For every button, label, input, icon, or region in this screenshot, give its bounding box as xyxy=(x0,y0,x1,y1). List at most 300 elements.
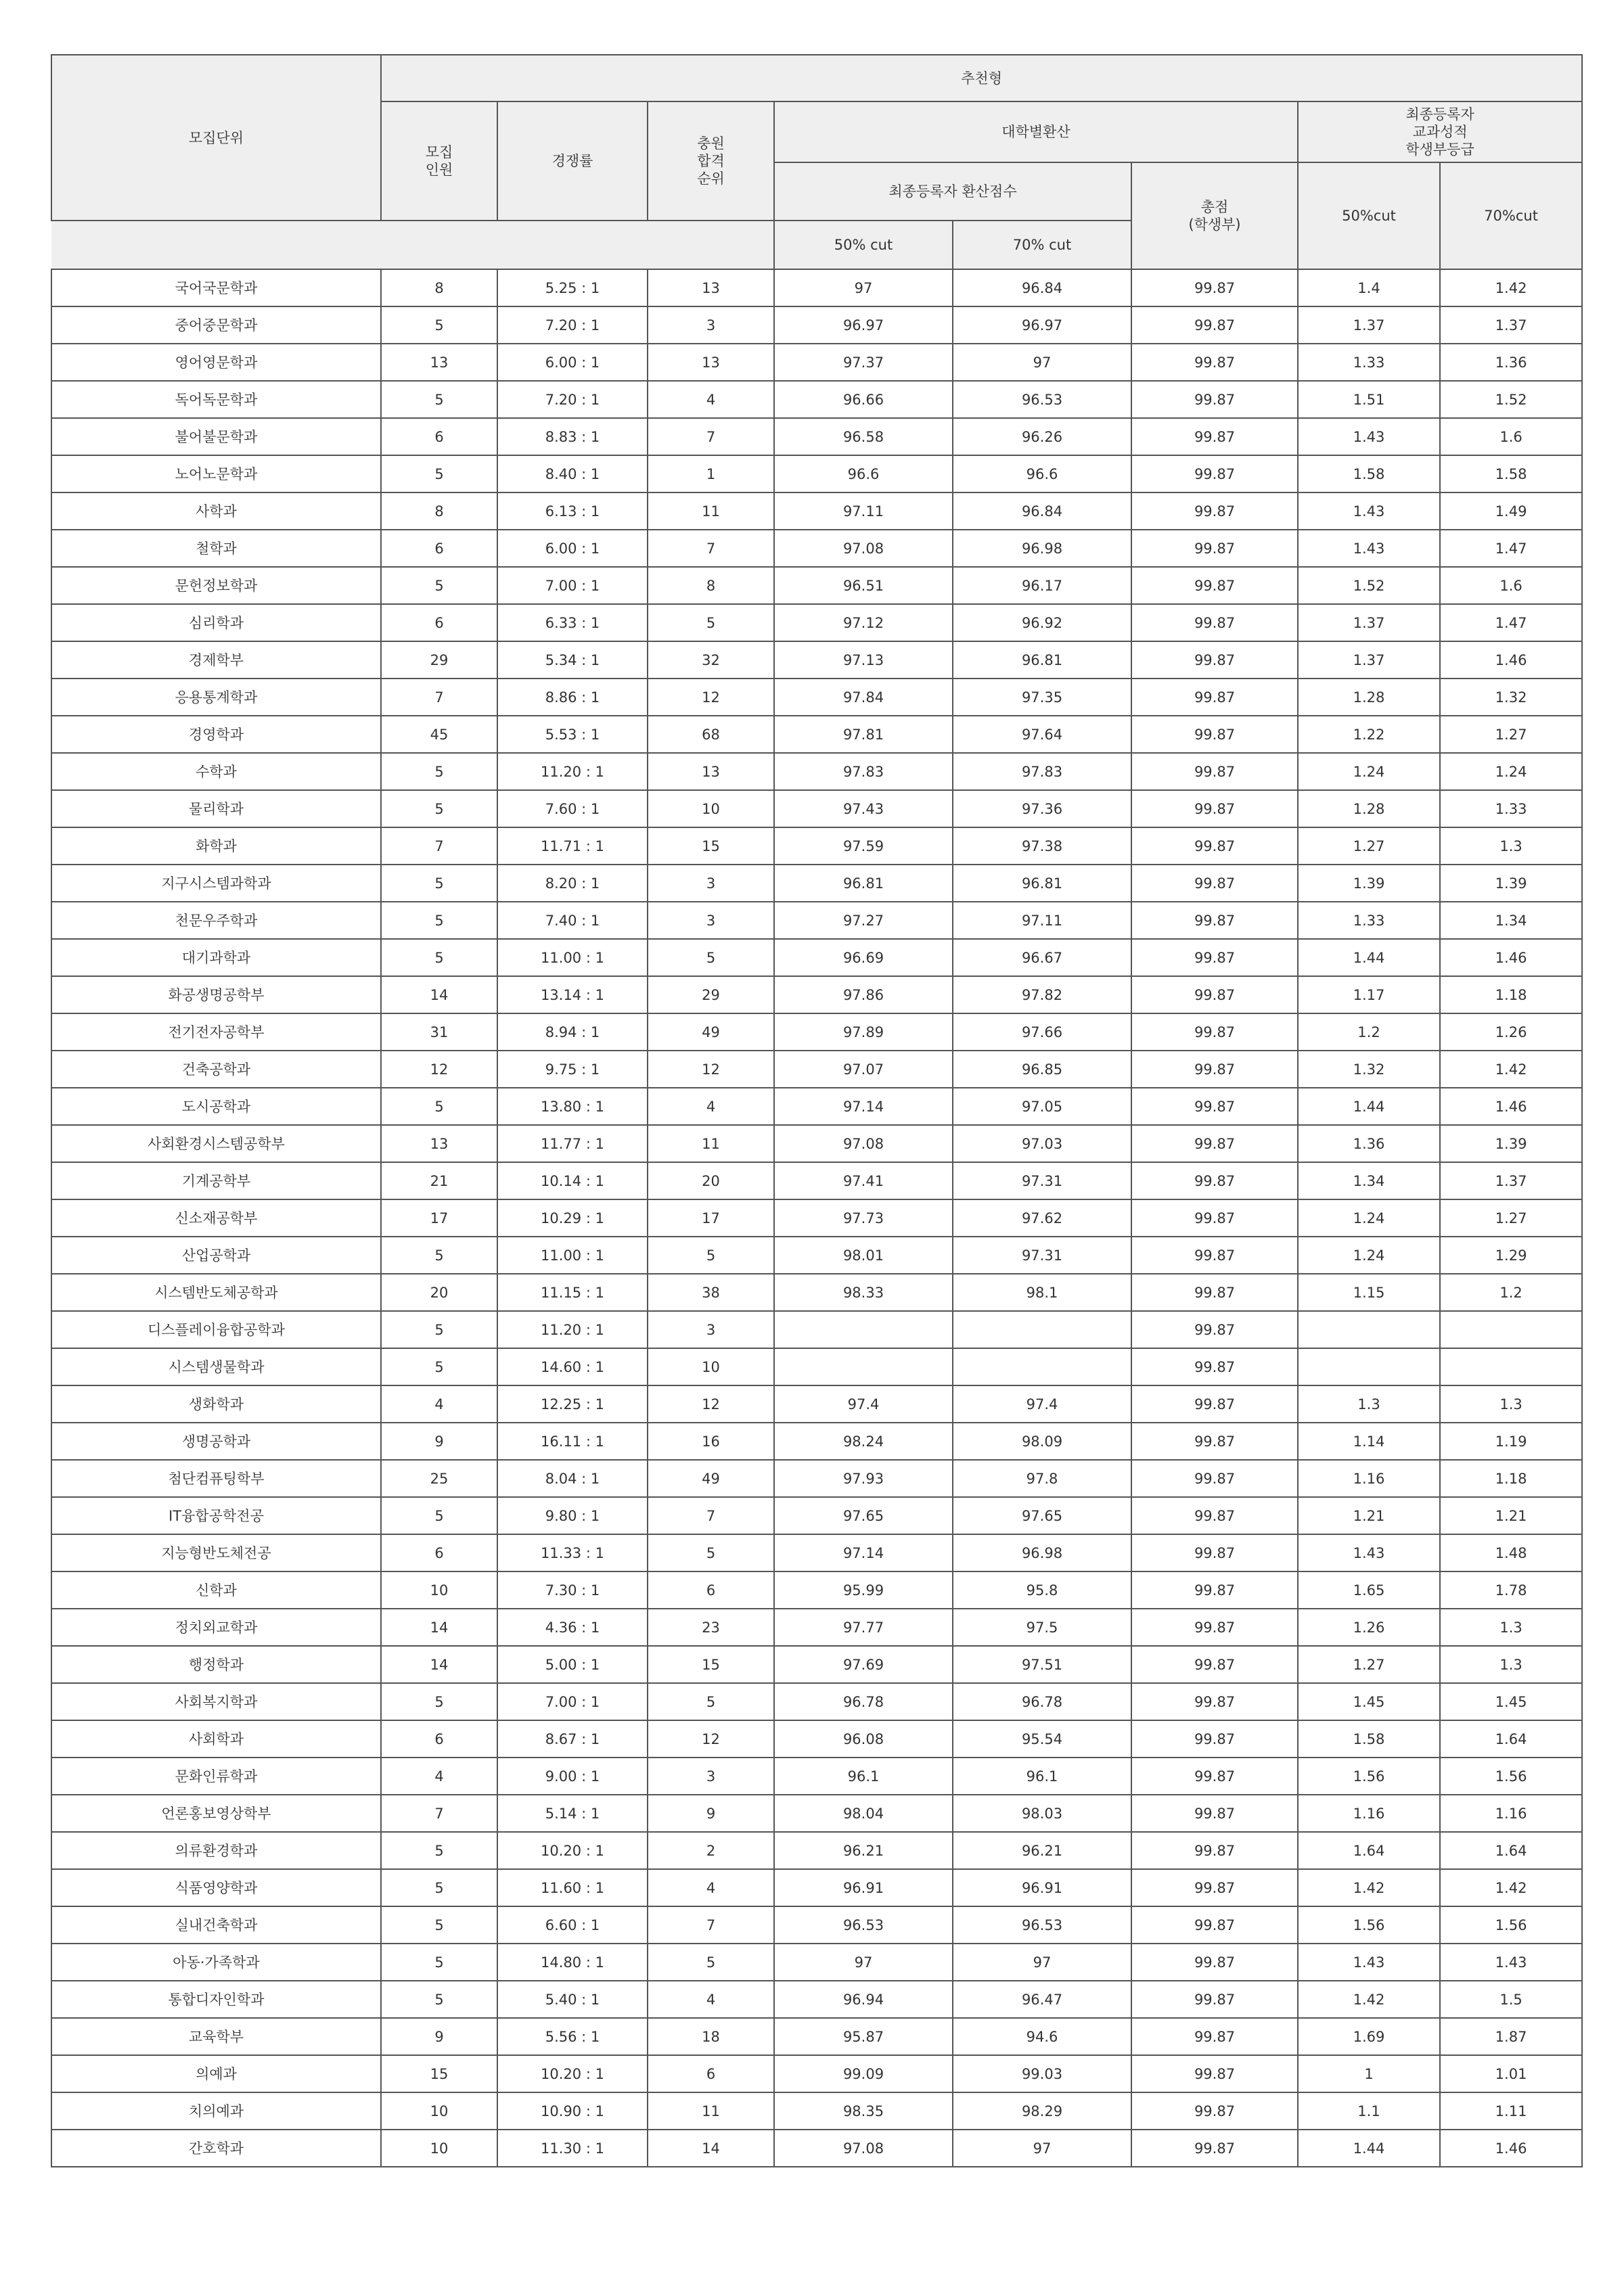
cell-grade50: 1.27 xyxy=(1298,827,1440,865)
cell-waitlist: 3 xyxy=(648,902,774,939)
cell-cut70: 96.98 xyxy=(953,530,1131,567)
cell-total: 99.87 xyxy=(1131,865,1298,902)
cell-competition: 11.00 : 1 xyxy=(497,939,648,976)
cell-waitlist: 7 xyxy=(648,1906,774,1944)
cell-grade70: 1.26 xyxy=(1440,1013,1582,1051)
cell-competition: 8.40 : 1 xyxy=(497,455,648,492)
cell-cut70: 96.1 xyxy=(953,1758,1131,1795)
cell-competition: 8.67 : 1 xyxy=(497,1720,648,1758)
cell-total: 99.87 xyxy=(1131,1497,1298,1534)
cell-grade70: 1.48 xyxy=(1440,1534,1582,1571)
cell-total: 99.87 xyxy=(1131,827,1298,865)
cell-quota: 29 xyxy=(381,641,497,679)
cell-grade70: 1.52 xyxy=(1440,381,1582,418)
cell-grade70: 1.64 xyxy=(1440,1720,1582,1758)
cell-total: 99.87 xyxy=(1131,381,1298,418)
cell-competition: 10.20 : 1 xyxy=(497,2055,648,2092)
cell-total: 99.87 xyxy=(1131,1423,1298,1460)
cell-unit: 문화인류학과 xyxy=(51,1758,381,1795)
cell-cut70: 98.03 xyxy=(953,1795,1131,1832)
cell-cut50: 96.21 xyxy=(774,1832,953,1869)
cell-competition: 7.00 : 1 xyxy=(497,1683,648,1720)
cell-total: 99.87 xyxy=(1131,1125,1298,1162)
cell-cut50: 97.73 xyxy=(774,1199,953,1237)
table-row xyxy=(51,455,1582,492)
cell-waitlist: 13 xyxy=(648,344,774,381)
cell-quota: 17 xyxy=(381,1199,497,1237)
cell-total: 99.87 xyxy=(1131,1199,1298,1237)
cell-unit: 노어노문학과 xyxy=(51,455,381,492)
table-row xyxy=(51,492,1582,530)
cell-quota: 5 xyxy=(381,1981,497,2018)
cell-cut50: 97.59 xyxy=(774,827,953,865)
cell-quota: 5 xyxy=(381,939,497,976)
cell-cut70: 97 xyxy=(953,1944,1131,1981)
cell-cut70: 97.65 xyxy=(953,1497,1131,1534)
cell-grade70: 1.64 xyxy=(1440,1832,1582,1869)
cell-waitlist: 3 xyxy=(648,306,774,344)
cell-waitlist: 4 xyxy=(648,1088,774,1125)
cell-total: 99.87 xyxy=(1131,455,1298,492)
cell-unit: 신소재공학부 xyxy=(51,1199,381,1237)
cell-unit: 화학과 xyxy=(51,827,381,865)
cell-quota: 20 xyxy=(381,1274,497,1311)
cell-competition: 8.86 : 1 xyxy=(497,679,648,716)
cell-cut70: 97 xyxy=(953,2130,1131,2167)
cell-grade50: 1.43 xyxy=(1298,1534,1440,1571)
cell-cut70: 97.35 xyxy=(953,679,1131,716)
table-row xyxy=(51,269,1582,306)
cell-cut50: 96.58 xyxy=(774,418,953,455)
cell-grade70: 1.58 xyxy=(1440,455,1582,492)
cell-quota: 6 xyxy=(381,604,497,641)
cell-cut70 xyxy=(953,1311,1131,1348)
cell-cut50: 95.99 xyxy=(774,1571,953,1609)
cell-cut70: 97.64 xyxy=(953,716,1131,753)
cell-unit: 건축공학과 xyxy=(51,1051,381,1088)
cell-waitlist: 9 xyxy=(648,1795,774,1832)
cell-grade50: 1.24 xyxy=(1298,753,1440,790)
cell-waitlist: 23 xyxy=(648,1609,774,1646)
cell-competition: 5.53 : 1 xyxy=(497,716,648,753)
cell-cut50: 96.66 xyxy=(774,381,953,418)
cell-unit: 통합디자인학과 xyxy=(51,1981,381,2018)
cell-cut50: 97.14 xyxy=(774,1534,953,1571)
table-row xyxy=(51,1646,1582,1683)
table-row xyxy=(51,1720,1582,1758)
cell-total: 99.87 xyxy=(1131,2018,1298,2055)
cell-unit: 응용통계학과 xyxy=(51,679,381,716)
cell-cut50: 97.37 xyxy=(774,344,953,381)
cell-unit: 기계공학부 xyxy=(51,1162,381,1199)
cell-waitlist: 7 xyxy=(648,530,774,567)
cell-total: 99.87 xyxy=(1131,1906,1298,1944)
cell-grade70: 1.3 xyxy=(1440,827,1582,865)
cell-unit: 교육학부 xyxy=(51,2018,381,2055)
cell-cut70: 96.81 xyxy=(953,865,1131,902)
cell-waitlist: 11 xyxy=(648,1125,774,1162)
cell-quota: 5 xyxy=(381,1683,497,1720)
cell-total: 99.87 xyxy=(1131,269,1298,306)
cell-cut50: 96.91 xyxy=(774,1869,953,1906)
cell-quota: 14 xyxy=(381,1646,497,1683)
cell-grade50: 1.34 xyxy=(1298,1162,1440,1199)
cell-unit: 의류환경학과 xyxy=(51,1832,381,1869)
cell-total: 99.87 xyxy=(1131,1460,1298,1497)
cell-competition: 11.20 : 1 xyxy=(497,753,648,790)
cell-unit: 정치외교학과 xyxy=(51,1609,381,1646)
header-cut-50: 50% cut xyxy=(774,221,953,269)
cell-waitlist: 4 xyxy=(648,381,774,418)
cell-unit: 경영학과 xyxy=(51,716,381,753)
cell-grade50: 1.65 xyxy=(1298,1571,1440,1609)
cell-competition: 11.33 : 1 xyxy=(497,1534,648,1571)
cell-total: 99.87 xyxy=(1131,1237,1298,1274)
table-row xyxy=(51,827,1582,865)
table-row xyxy=(51,2092,1582,2130)
cell-grade70: 1.45 xyxy=(1440,1683,1582,1720)
cell-grade70: 1.32 xyxy=(1440,679,1582,716)
cell-cut70: 97.51 xyxy=(953,1646,1131,1683)
cell-grade70: 1.42 xyxy=(1440,269,1582,306)
cell-total: 99.87 xyxy=(1131,641,1298,679)
cell-cut70: 96.47 xyxy=(953,1981,1131,2018)
cell-grade70: 1.47 xyxy=(1440,530,1582,567)
cell-waitlist: 12 xyxy=(648,1051,774,1088)
cell-cut70: 97.31 xyxy=(953,1162,1131,1199)
cell-competition: 8.83 : 1 xyxy=(497,418,648,455)
cell-grade70: 1.11 xyxy=(1440,2092,1582,2130)
table-row xyxy=(51,2130,1582,2167)
header-competition: 경쟁률 xyxy=(497,101,648,221)
cell-cut70: 98.09 xyxy=(953,1423,1131,1460)
table-row xyxy=(51,753,1582,790)
cell-unit: 불어불문학과 xyxy=(51,418,381,455)
cell-grade50 xyxy=(1298,1311,1440,1348)
table-row xyxy=(51,1460,1582,1497)
table-row xyxy=(51,1199,1582,1237)
table-row xyxy=(51,1534,1582,1571)
header-quota: 모집 인원 xyxy=(381,101,497,221)
cell-grade70: 1.01 xyxy=(1440,2055,1582,2092)
cell-cut70: 96.98 xyxy=(953,1534,1131,1571)
cell-grade70: 1.39 xyxy=(1440,865,1582,902)
cell-total: 99.87 xyxy=(1131,1274,1298,1311)
cell-grade50: 1.28 xyxy=(1298,679,1440,716)
cell-cut50: 97.27 xyxy=(774,902,953,939)
cell-quota: 6 xyxy=(381,418,497,455)
cell-unit: 식품영양학과 xyxy=(51,1869,381,1906)
cell-unit: 철학과 xyxy=(51,530,381,567)
cell-waitlist: 15 xyxy=(648,827,774,865)
cell-cut70: 99.03 xyxy=(953,2055,1131,2092)
cell-cut70: 97.38 xyxy=(953,827,1131,865)
cell-cut50: 95.87 xyxy=(774,2018,953,2055)
cell-grade70: 1.34 xyxy=(1440,902,1582,939)
cell-grade70: 1.42 xyxy=(1440,1051,1582,1088)
cell-cut70: 98.29 xyxy=(953,2092,1131,2130)
cell-grade70: 1.46 xyxy=(1440,2130,1582,2167)
cell-competition: 10.29 : 1 xyxy=(497,1199,648,1237)
header-cut-70: 70% cut xyxy=(953,221,1131,269)
cell-cut70: 96.92 xyxy=(953,604,1131,641)
cell-competition: 12.25 : 1 xyxy=(497,1385,648,1423)
cell-cut50: 97.08 xyxy=(774,2130,953,2167)
cell-total: 99.87 xyxy=(1131,492,1298,530)
cell-competition: 9.00 : 1 xyxy=(497,1758,648,1795)
header-spacer xyxy=(648,221,774,269)
cell-grade50 xyxy=(1298,1348,1440,1385)
table-row xyxy=(51,1609,1582,1646)
cell-unit: 도시공학과 xyxy=(51,1088,381,1125)
cell-grade70: 1.49 xyxy=(1440,492,1582,530)
cell-grade70: 1.27 xyxy=(1440,1199,1582,1237)
cell-unit: 디스플레이융합공학과 xyxy=(51,1311,381,1348)
cell-cut50: 97.13 xyxy=(774,641,953,679)
cell-total: 99.87 xyxy=(1131,567,1298,604)
cell-cut70: 96.53 xyxy=(953,381,1131,418)
cell-quota: 5 xyxy=(381,1869,497,1906)
table-row xyxy=(51,1944,1582,1981)
table-row xyxy=(51,306,1582,344)
cell-total: 99.87 xyxy=(1131,344,1298,381)
cell-cut70: 97.05 xyxy=(953,1088,1131,1125)
cell-waitlist: 12 xyxy=(648,1720,774,1758)
cell-cut50: 97 xyxy=(774,269,953,306)
cell-unit: 간호학과 xyxy=(51,2130,381,2167)
table-row xyxy=(51,939,1582,976)
cell-grade50: 1.43 xyxy=(1298,530,1440,567)
cell-quota: 6 xyxy=(381,530,497,567)
cell-competition: 5.25 : 1 xyxy=(497,269,648,306)
cell-grade50: 1.43 xyxy=(1298,1944,1440,1981)
header-spacer xyxy=(51,221,381,269)
cell-grade50: 1.26 xyxy=(1298,1609,1440,1646)
table-row xyxy=(51,1683,1582,1720)
cell-grade70: 1.37 xyxy=(1440,306,1582,344)
cell-unit: 물리학과 xyxy=(51,790,381,827)
cell-quota: 7 xyxy=(381,827,497,865)
cell-competition: 11.30 : 1 xyxy=(497,2130,648,2167)
cell-competition: 13.80 : 1 xyxy=(497,1088,648,1125)
cell-grade70: 1.29 xyxy=(1440,1237,1582,1274)
cell-grade70: 1.19 xyxy=(1440,1423,1582,1460)
cell-quota: 5 xyxy=(381,753,497,790)
cell-quota: 7 xyxy=(381,679,497,716)
cell-competition: 11.71 : 1 xyxy=(497,827,648,865)
cell-cut70: 96.84 xyxy=(953,269,1131,306)
cell-grade70 xyxy=(1440,1311,1582,1348)
cell-grade50: 1.64 xyxy=(1298,1832,1440,1869)
cell-waitlist: 17 xyxy=(648,1199,774,1237)
cell-grade50: 1.37 xyxy=(1298,604,1440,641)
cell-quota: 4 xyxy=(381,1758,497,1795)
cell-grade50: 1 xyxy=(1298,2055,1440,2092)
cell-waitlist: 29 xyxy=(648,976,774,1013)
cell-grade70: 1.47 xyxy=(1440,604,1582,641)
cell-cut70: 95.8 xyxy=(953,1571,1131,1609)
cell-cut70: 97.82 xyxy=(953,976,1131,1013)
table-row xyxy=(51,1423,1582,1460)
table-body xyxy=(51,269,1582,2167)
cell-grade50: 1.1 xyxy=(1298,2092,1440,2130)
cell-grade50: 1.33 xyxy=(1298,344,1440,381)
cell-cut50: 96.6 xyxy=(774,455,953,492)
table-row xyxy=(51,1385,1582,1423)
cell-unit: 국어국문학과 xyxy=(51,269,381,306)
cell-competition: 14.60 : 1 xyxy=(497,1348,648,1385)
cell-unit: 치의예과 xyxy=(51,2092,381,2130)
cell-competition: 16.11 : 1 xyxy=(497,1423,648,1460)
cell-unit: 행정학과 xyxy=(51,1646,381,1683)
cell-cut50: 97.89 xyxy=(774,1013,953,1051)
header-grade-group: 최종등록자 교과성적 학생부등급 xyxy=(1298,101,1582,162)
cell-competition: 5.56 : 1 xyxy=(497,2018,648,2055)
cell-quota: 31 xyxy=(381,1013,497,1051)
cell-cut70 xyxy=(953,1348,1131,1385)
cell-quota: 5 xyxy=(381,790,497,827)
cell-grade50: 1.3 xyxy=(1298,1385,1440,1423)
cell-cut50: 97.69 xyxy=(774,1646,953,1683)
cell-quota: 25 xyxy=(381,1460,497,1497)
cell-cut70: 94.6 xyxy=(953,2018,1131,2055)
cell-waitlist: 8 xyxy=(648,567,774,604)
cell-total: 99.87 xyxy=(1131,1348,1298,1385)
cell-grade50: 1.52 xyxy=(1298,567,1440,604)
cell-quota: 5 xyxy=(381,567,497,604)
cell-total: 99.87 xyxy=(1131,1720,1298,1758)
cell-cut50: 97.07 xyxy=(774,1051,953,1088)
cell-cut70: 96.21 xyxy=(953,1832,1131,1869)
cell-total: 99.87 xyxy=(1131,1571,1298,1609)
cell-waitlist: 13 xyxy=(648,269,774,306)
header-univ-conversion: 대학별환산 xyxy=(774,101,1298,162)
admission-results-table xyxy=(51,54,1583,2167)
cell-total: 99.87 xyxy=(1131,2092,1298,2130)
cell-total: 99.87 xyxy=(1131,1795,1298,1832)
cell-grade70: 1.87 xyxy=(1440,2018,1582,2055)
cell-cut70: 97.62 xyxy=(953,1199,1131,1237)
cell-grade50: 1.22 xyxy=(1298,716,1440,753)
cell-waitlist: 5 xyxy=(648,1534,774,1571)
cell-unit: 산업공학과 xyxy=(51,1237,381,1274)
cell-competition: 6.00 : 1 xyxy=(497,530,648,567)
cell-quota: 5 xyxy=(381,1088,497,1125)
cell-grade70: 1.56 xyxy=(1440,1906,1582,1944)
cell-waitlist: 1 xyxy=(648,455,774,492)
cell-waitlist: 13 xyxy=(648,753,774,790)
cell-competition: 5.14 : 1 xyxy=(497,1795,648,1832)
cell-waitlist: 18 xyxy=(648,2018,774,2055)
cell-grade50: 1.24 xyxy=(1298,1237,1440,1274)
table-row xyxy=(51,604,1582,641)
cell-cut50 xyxy=(774,1348,953,1385)
cell-competition: 8.04 : 1 xyxy=(497,1460,648,1497)
cell-cut70: 96.84 xyxy=(953,492,1131,530)
cell-grade50: 1.56 xyxy=(1298,1906,1440,1944)
cell-competition: 11.20 : 1 xyxy=(497,1311,648,1348)
cell-grade70: 1.3 xyxy=(1440,1646,1582,1683)
table-row xyxy=(51,418,1582,455)
cell-grade70: 1.18 xyxy=(1440,976,1582,1013)
cell-quota: 9 xyxy=(381,1423,497,1460)
cell-unit: 경제학부 xyxy=(51,641,381,679)
table-row xyxy=(51,567,1582,604)
cell-total: 99.87 xyxy=(1131,1162,1298,1199)
cell-unit: 지구시스템과학과 xyxy=(51,865,381,902)
cell-quota: 5 xyxy=(381,1348,497,1385)
cell-total: 99.87 xyxy=(1131,902,1298,939)
cell-total: 99.87 xyxy=(1131,1013,1298,1051)
cell-waitlist: 3 xyxy=(648,1758,774,1795)
cell-waitlist: 49 xyxy=(648,1460,774,1497)
cell-cut50: 96.78 xyxy=(774,1683,953,1720)
cell-cut50: 96.08 xyxy=(774,1720,953,1758)
cell-unit: 문헌정보학과 xyxy=(51,567,381,604)
cell-cut50: 98.35 xyxy=(774,2092,953,2130)
cell-total: 99.87 xyxy=(1131,790,1298,827)
table-row xyxy=(51,976,1582,1013)
cell-cut50: 96.97 xyxy=(774,306,953,344)
cell-cut70: 97.66 xyxy=(953,1013,1131,1051)
cell-grade70: 1.33 xyxy=(1440,790,1582,827)
cell-grade50: 1.21 xyxy=(1298,1497,1440,1534)
table-header xyxy=(51,55,1582,269)
cell-grade70: 1.3 xyxy=(1440,1609,1582,1646)
cell-grade50: 1.4 xyxy=(1298,269,1440,306)
cell-grade50: 1.32 xyxy=(1298,1051,1440,1088)
cell-grade50: 1.17 xyxy=(1298,976,1440,1013)
cell-grade70: 1.27 xyxy=(1440,716,1582,753)
cell-waitlist: 5 xyxy=(648,604,774,641)
cell-total: 99.87 xyxy=(1131,1646,1298,1683)
cell-competition: 7.40 : 1 xyxy=(497,902,648,939)
table-row xyxy=(51,1869,1582,1906)
cell-quota: 5 xyxy=(381,1237,497,1274)
cell-waitlist: 6 xyxy=(648,2055,774,2092)
table-row xyxy=(51,1795,1582,1832)
header-waitlist: 충원 합격 순위 xyxy=(648,101,774,221)
cell-grade50: 1.37 xyxy=(1298,306,1440,344)
cell-grade70: 1.36 xyxy=(1440,344,1582,381)
cell-grade70: 1.46 xyxy=(1440,641,1582,679)
cell-quota: 5 xyxy=(381,306,497,344)
cell-unit: 심리학과 xyxy=(51,604,381,641)
cell-waitlist: 16 xyxy=(648,1423,774,1460)
cell-waitlist: 5 xyxy=(648,1237,774,1274)
table-row xyxy=(51,1237,1582,1274)
cell-competition: 8.20 : 1 xyxy=(497,865,648,902)
cell-competition: 10.90 : 1 xyxy=(497,2092,648,2130)
table-row xyxy=(51,1274,1582,1311)
cell-total: 99.87 xyxy=(1131,530,1298,567)
cell-total: 99.87 xyxy=(1131,1944,1298,1981)
cell-competition: 9.80 : 1 xyxy=(497,1497,648,1534)
cell-cut50: 96.51 xyxy=(774,567,953,604)
cell-unit: 천문우주학과 xyxy=(51,902,381,939)
cell-total: 99.87 xyxy=(1131,1832,1298,1869)
cell-total: 99.87 xyxy=(1131,306,1298,344)
table-row xyxy=(51,381,1582,418)
cell-quota: 21 xyxy=(381,1162,497,1199)
cell-unit: 생명공학과 xyxy=(51,1423,381,1460)
cell-total: 99.87 xyxy=(1131,1088,1298,1125)
cell-competition: 14.80 : 1 xyxy=(497,1944,648,1981)
cell-total: 99.87 xyxy=(1131,1683,1298,1720)
cell-waitlist: 5 xyxy=(648,939,774,976)
cell-cut70: 97.83 xyxy=(953,753,1131,790)
cell-unit: 화공생명공학부 xyxy=(51,976,381,1013)
